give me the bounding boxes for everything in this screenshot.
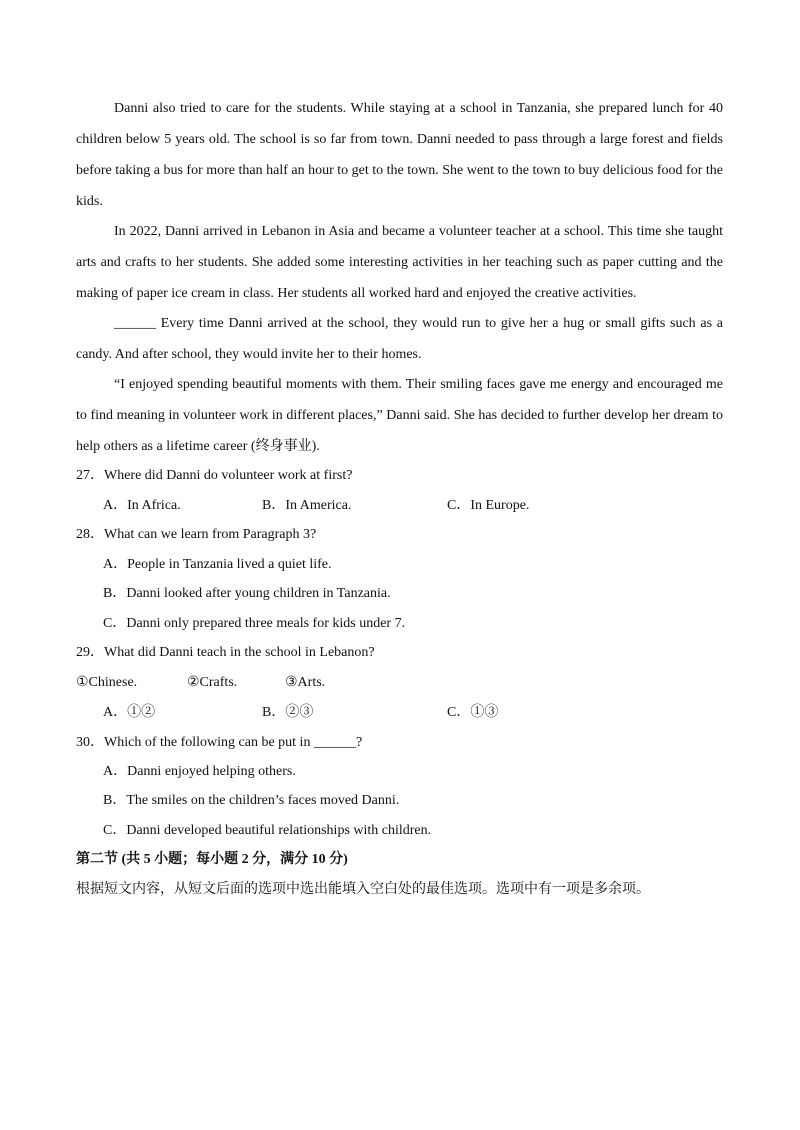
question-30-stem: 30．Which of the following can be put in ______? bbox=[76, 735, 363, 750]
question-29-stem: 29．What did Danni teach in the school in Lebanon? bbox=[76, 645, 375, 660]
passage-paragraph-1: Danni also tried to care for the students. While staying at a school in Tanzania, she prepared lunch for 40 children below 5 years old. The school is so far from town. Danni needed to pass through a large forest and fields before taking a bus for more than half an hour to get to the town. She went to the town to buy delicious food for the kids. bbox=[76, 101, 723, 209]
question-30-option-b: B．The smiles on the children’s faces moved Danni. bbox=[103, 793, 400, 808]
question-27-stem: 27．Where did Danni do volunteer work at first? bbox=[76, 468, 353, 483]
question-29-option-a: A．①② bbox=[103, 705, 156, 720]
section-instruction: 根据短文内容，从短文后面的选项中选出能填入空白处的最佳选项。选项中有一项是多余项。 bbox=[76, 882, 650, 897]
question-30-option-a: A．Danni enjoyed helping others. bbox=[103, 764, 296, 779]
question-28-stem: 28．What can we learn from Paragraph 3? bbox=[76, 527, 317, 542]
question-29-option-c: C．①③ bbox=[447, 705, 499, 720]
passage-paragraph-4: “I enjoyed spending beautiful moments with them. Their smiling faces gave me energy and encouraged me to find meaning in volunteer work in different places,” Danni said. She has decided to further develop her dream to help others as a lifetime career (终身事业). bbox=[76, 377, 723, 454]
question-28-option-a: A．People in Tanzania lived a quiet life. bbox=[103, 557, 332, 572]
question-27-option-b: B．In America. bbox=[262, 498, 352, 513]
question-29-item-1: ①Chinese. bbox=[76, 675, 138, 690]
section-heading: 第二节 (共 5 小题；每小题 2 分，满分 10 分) bbox=[76, 852, 348, 867]
question-29-option-b: B．②③ bbox=[262, 705, 314, 720]
passage-paragraph-2: In 2022, Danni arrived in Lebanon in Asia and became a volunteer teacher at a school. This time she taught arts and crafts to her students. She added some interesting activities in her teaching such as paper cutting and the making of paper ice cream in class. Her students all worked hard and enjoyed the creative activities. bbox=[76, 224, 723, 301]
question-28-option-b: B．Danni looked after young children in Tanzania. bbox=[103, 586, 391, 601]
question-30-option-c: C．Danni developed beautiful relationships with children. bbox=[103, 823, 432, 838]
question-27-option-a: A．In Africa. bbox=[103, 498, 181, 513]
question-27-option-c: C．In Europe. bbox=[447, 498, 530, 513]
question-29-item-3: ③Arts. bbox=[285, 675, 326, 690]
question-28-option-c: C．Danni only prepared three meals for kids under 7. bbox=[103, 616, 406, 631]
question-29-item-2: ②Crafts. bbox=[187, 675, 238, 690]
passage-paragraph-3: ______ Every time Danni arrived at the school, they would run to give her a hug or small gifts such as a candy. And after school, they would invite her to their homes. bbox=[76, 316, 723, 362]
